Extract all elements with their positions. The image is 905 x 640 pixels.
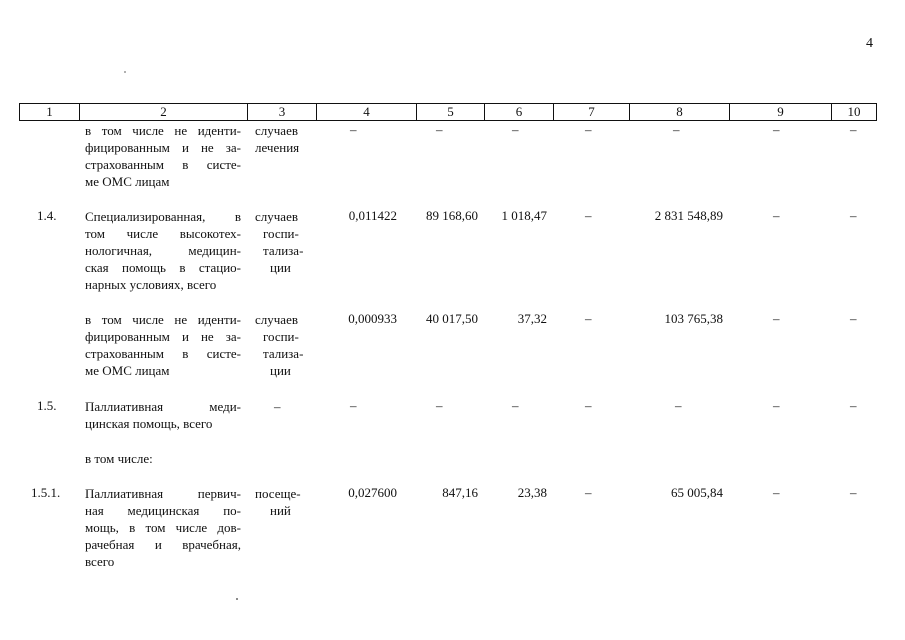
cell-col-9: –	[773, 311, 780, 326]
scan-speck	[236, 598, 238, 600]
text-line: в том числе не иденти-	[85, 312, 241, 327]
cell-col-6: 1 018,47	[501, 208, 547, 223]
text-line: случаев	[255, 123, 298, 138]
cell-col-10: –	[850, 311, 857, 326]
cell-col-8: 2 831 548,89	[654, 208, 723, 223]
text-line: Паллиативная меди-	[85, 399, 241, 414]
row-number: 1.5.1.	[31, 485, 61, 500]
text-line: ме ОМС лицам	[85, 363, 170, 378]
text-line: ции	[270, 260, 291, 275]
header-col-9: 9	[730, 104, 832, 120]
cell-col-10: –	[850, 122, 857, 137]
row-unit	[274, 398, 334, 415]
cell-col-8: –	[673, 122, 680, 137]
header-col-8: 8	[630, 104, 730, 120]
cell-col-4: 0,011422	[348, 208, 397, 223]
cell-col-7: –	[585, 208, 592, 223]
cell-col-4: –	[350, 398, 357, 413]
header-col-1: 1	[20, 104, 80, 120]
row-unit	[255, 311, 315, 379]
text-line: страхованным в систе-	[85, 157, 241, 172]
text-line: ме ОМС лицам	[85, 174, 170, 189]
row-description	[85, 208, 241, 293]
row-description	[85, 122, 241, 190]
header-col-5: 5	[417, 104, 485, 120]
header-col-7: 7	[554, 104, 630, 120]
cell-col-7: –	[585, 122, 592, 137]
row-number: 1.5.	[37, 398, 57, 413]
text-line: лечения	[255, 140, 300, 155]
header-col-6: 6	[485, 104, 554, 120]
cell-col-6: –	[512, 122, 519, 137]
cell-col-5: 847,16	[442, 485, 478, 500]
table-header-row	[19, 103, 877, 121]
cell-col-10: –	[850, 398, 857, 413]
text-line: фицированным и не за-	[85, 329, 241, 344]
scan-speck	[124, 71, 126, 73]
cell-col-5: 89 168,60	[426, 208, 478, 223]
row-description	[85, 311, 241, 379]
text-line: том числе высокотех-	[85, 226, 241, 241]
text-line: в том числе не иденти-	[85, 123, 241, 138]
text-line: ции	[270, 363, 291, 378]
text-line: рачебная и врачебная,	[85, 537, 241, 552]
text-line: ная медицинская по-	[85, 503, 241, 518]
cell-col-8: 65 005,84	[671, 485, 723, 500]
cell-col-8: –	[675, 398, 682, 413]
row-unit	[255, 122, 315, 156]
text-line: страхованным в систе-	[85, 346, 241, 361]
text-line: ний	[270, 503, 291, 518]
cell-col-4: 0,000933	[348, 311, 397, 326]
header-col-2: 2	[80, 104, 248, 120]
text-line: в том числе:	[85, 451, 153, 466]
text-line: фицированным и не за-	[85, 140, 241, 155]
header-col-10: 10	[832, 104, 877, 120]
text-line: нологичная, медицин-	[85, 243, 241, 258]
text-line: госпи-	[263, 329, 299, 344]
cell-col-9: –	[773, 398, 780, 413]
header-col-4: 4	[317, 104, 417, 120]
cell-col-9: –	[773, 122, 780, 137]
text-line: госпи-	[263, 226, 299, 241]
cell-col-6: 37,32	[517, 311, 547, 326]
text-line: ская помощь в стацио-	[85, 260, 241, 275]
cell-col-7: –	[585, 311, 592, 326]
text-line: цинская помощь, всего	[85, 416, 213, 431]
text-line: –	[274, 399, 281, 414]
row-description	[85, 485, 241, 570]
text-line: нарных условиях, всего	[85, 277, 217, 292]
cell-col-5: 40 017,50	[426, 311, 478, 326]
cell-col-8: 103 765,38	[664, 311, 723, 326]
row-number: 1.4.	[37, 208, 57, 223]
text-line: тализа-	[263, 243, 304, 258]
text-line: всего	[85, 554, 115, 569]
cell-col-10: –	[850, 485, 857, 500]
cell-col-10: –	[850, 208, 857, 223]
row-unit	[255, 485, 315, 519]
text-line: мощь, в том числе дов-	[85, 520, 241, 535]
cell-col-5: –	[436, 122, 443, 137]
cell-col-6: 23,38	[517, 485, 547, 500]
cell-col-7: –	[585, 485, 592, 500]
cell-col-9: –	[773, 485, 780, 500]
cell-col-6: –	[512, 398, 519, 413]
cell-col-9: –	[773, 208, 780, 223]
header-col-3: 3	[248, 104, 317, 120]
row-description	[85, 450, 241, 467]
text-line: случаев	[255, 312, 298, 327]
text-line: Специализированная, в	[85, 209, 241, 224]
text-line: Паллиативная первич-	[85, 486, 241, 501]
page-number: 4	[866, 36, 873, 51]
cell-col-4: –	[350, 122, 357, 137]
row-unit	[255, 208, 315, 276]
cell-col-4: 0,027600	[348, 485, 397, 500]
text-line: случаев	[255, 209, 298, 224]
text-line: посеще-	[255, 486, 301, 501]
row-description	[85, 398, 241, 432]
cell-col-5: –	[436, 398, 443, 413]
text-line: тализа-	[263, 346, 304, 361]
cell-col-7: –	[585, 398, 592, 413]
